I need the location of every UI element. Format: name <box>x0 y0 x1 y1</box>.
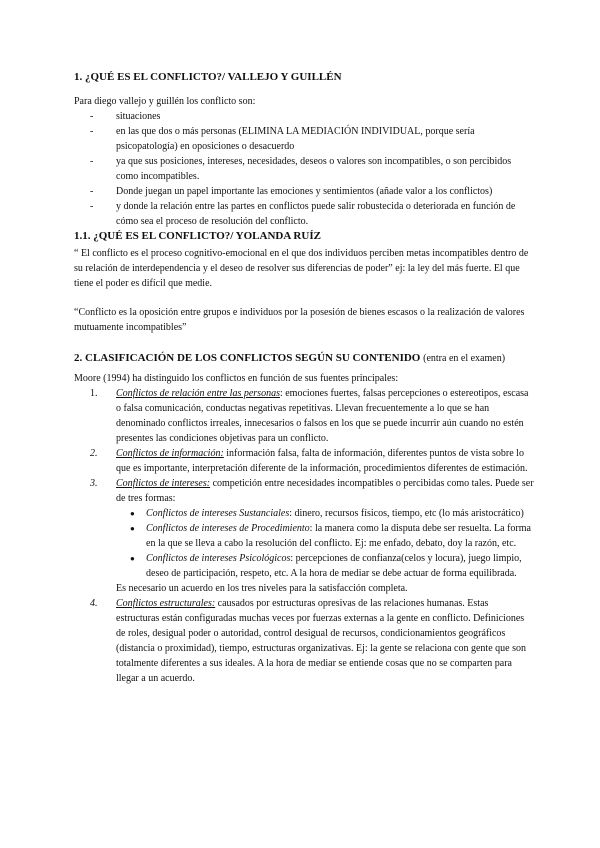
list-item <box>74 476 534 506</box>
item-title: Conflictos de relación entre las personas <box>116 388 280 399</box>
item-title: Conflictos de intereses: <box>116 478 211 489</box>
section-2-title: 2. CLASIFICACIÓN DE LOS CONFLICTOS SEGÚN SU CONTENIDO <box>74 352 421 364</box>
sub-list-item <box>74 551 534 581</box>
list-item <box>74 184 534 199</box>
list-item <box>74 124 534 154</box>
item-text: : emociones fuertes, falsas percepciones o estereotipos, escasa o falsa comunicación, conductas negativas repetitivas. Llevan frecuentemente a lo que se han denominado conflictos irreales, innecesarios o falsos en los que se puede incurrir aún cuando no estén presentes las condiciones objetivas para un conflicto. <box>116 388 529 444</box>
sub-item-text: : percepciones de confianza(celos y locura), juego limpio, deseo de participación, respeto, etc. A la hora de mediar se debe actuar de forma equilibrada. <box>146 553 522 579</box>
section-2-note: (entra en el examen) <box>423 353 506 364</box>
section-1-heading: 1. ¿QUÉ ES EL CONFLICTO?/ VALLEJO Y GUILLÉN <box>74 71 342 83</box>
item-text: información falsa, falta de información, diferentes puntos de vista sobre lo que es importante, interpretación diferente de la información, procedimientos diferentes de estimación. <box>116 448 528 474</box>
item-title: Conflictos estructurales: <box>116 598 216 609</box>
dash-marker: - <box>90 111 94 122</box>
section-2-heading <box>74 351 534 366</box>
list-item <box>74 386 534 446</box>
dash-marker: - <box>90 186 94 197</box>
definition-quote-1: “ El conflicto es el proceso cognitivo-emocional en el que dos individuos perciben metas incompatibles dentro de su relación de interdependencia y el deseo de resolver sus diferencias de poder” ej: la ley del más fuerte. El que tiene el poder es difícil que medie. <box>74 248 529 289</box>
list-item-text: situaciones <box>116 111 161 122</box>
sub-list-item <box>74 521 534 551</box>
item-title: Conflictos de información: <box>116 448 224 459</box>
item-number: 4. <box>90 598 98 609</box>
sub-item-title: Conflictos de intereses Sustanciales <box>146 508 290 519</box>
sub-list-item <box>74 506 534 521</box>
bullet-marker: ● <box>130 554 135 563</box>
list-item-text: y donde la relación entre las partes en conflictos puede salir robustecida o deteriorada en función de cómo sea el proceso de resolución del conflicto. <box>116 201 516 227</box>
list-item <box>74 154 534 184</box>
list-item <box>74 199 534 229</box>
definition-quote-2: “Conflicto es la oposición entre grupos e individuos por la posesión de bienes escasos o la realización de valores mutuamente incompatibles” <box>74 307 525 333</box>
item-number: 2. <box>90 448 98 459</box>
bullet-marker: ● <box>130 509 135 518</box>
list-item-text: en las que dos o más personas (ELIMINA LA MEDIACIÓN INDIVIDUAL, porque sería psicopatología) en oposiciones o desacuerdo <box>116 126 475 152</box>
bullet-marker: ● <box>130 524 135 533</box>
item-text: causados por estructuras opresivas de las relaciones humanas. Estas estructuras están configuradas muchas veces por fuerzas externas a la gente en conflicto. Definiciones de roles, desigual poder o autoridad, control desigual de recursos, condicionamientos geográficos (distancia o proximidad), tiempo, estructuras organizativas. Ej: la gente se relaciona con gente que son totalmente diferentes a sus ideales. A la hora de mediar se entiende cosas que no se comparten para llegar a un acuerdo. <box>116 598 526 684</box>
sub-item-text: : dinero, recursos físicos, tiempo, etc (lo más aristocrático) <box>289 508 524 519</box>
section-1-intro: Para diego vallejo y guillén los conflicto son: <box>74 96 256 107</box>
dash-marker: - <box>90 126 94 137</box>
sub-item-title: Conflictos de intereses de Procedimiento <box>146 523 310 534</box>
list-item <box>74 109 534 124</box>
item-number: 1. <box>90 388 98 399</box>
section-1-list <box>74 109 534 229</box>
item-3-conclusion: Es necesario un acuerdo en los tres niveles para la satisfacción completa. <box>116 583 408 594</box>
list-item <box>74 446 534 476</box>
dash-marker: - <box>90 156 94 167</box>
section-2-intro: Moore (1994) ha distinguido los conflictos en función de sus fuentes principales: <box>74 373 399 384</box>
list-item-text: ya que sus posiciones, intereses, necesidades, deseos o valores son incompatibles, o son percibidos como incompatibles. <box>116 156 512 182</box>
sub-item-text: : la manera como la disputa debe ser resuelta. La forma en la que se lleva a cabo la resolución del conflicto. Ej: me enfado, debato, doy la razón, etc. <box>146 523 531 549</box>
list-item-text: Donde juegan un papel importante las emociones y sentimientos (añade valor a los conflictos) <box>116 186 493 197</box>
classification-list <box>74 386 534 686</box>
item-text: competición entre necesidades incompatibles o percibidas como tales. Puede ser de tres formas: <box>116 478 534 504</box>
document-content <box>74 70 534 686</box>
section-1-1-heading: 1.1. ¿QUÉ ES EL CONFLICTO?/ YOLANDA RUÍZ <box>74 230 321 242</box>
list-item <box>74 596 534 686</box>
dash-marker: - <box>90 201 94 212</box>
item-number: 3. <box>90 478 98 489</box>
sub-item-title: Conflictos de intereses Psicológicos <box>146 553 291 564</box>
